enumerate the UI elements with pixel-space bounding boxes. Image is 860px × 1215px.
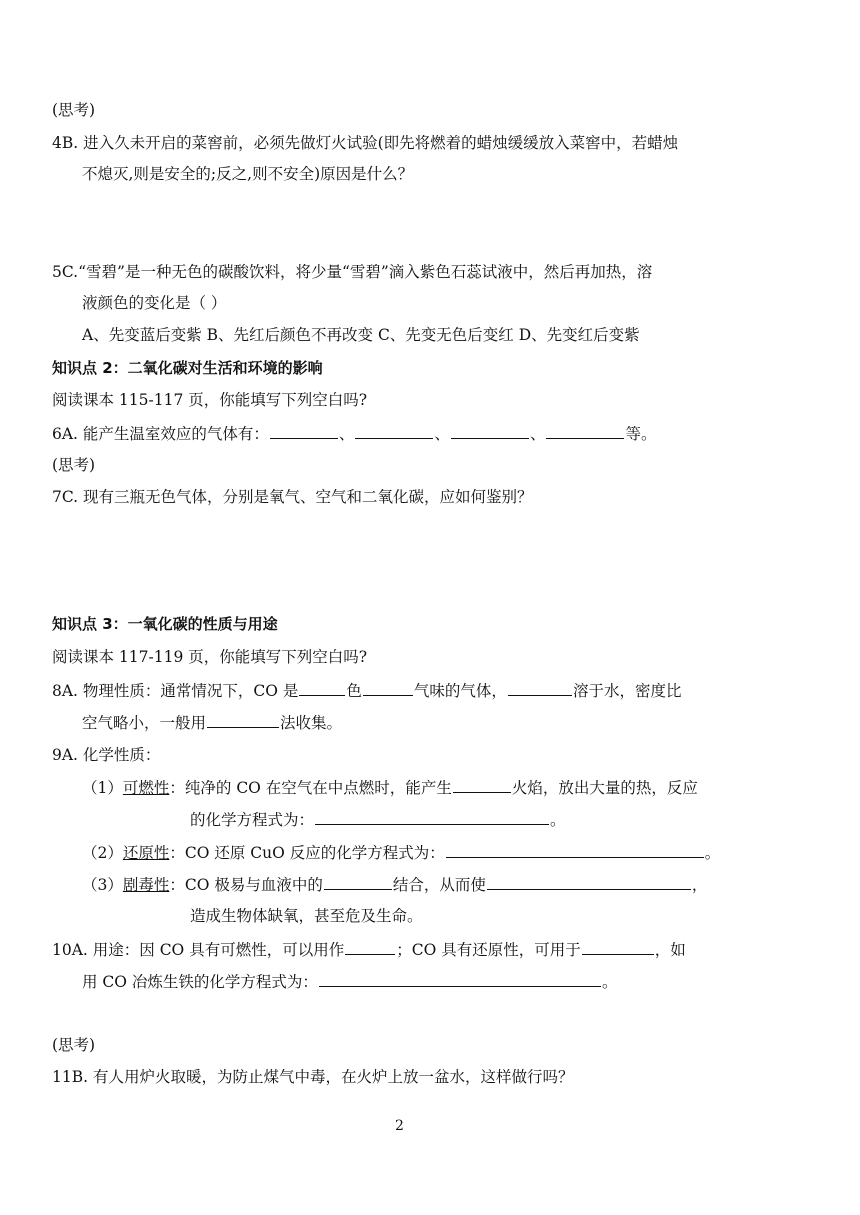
question-8-text: 法收集。 bbox=[280, 714, 343, 732]
answer-blank[interactable] bbox=[582, 939, 654, 955]
part-number: （1） bbox=[82, 779, 123, 797]
part-text: 。 bbox=[704, 844, 721, 862]
question-9-title: 9A. 化学性质： bbox=[52, 746, 161, 764]
question-10-text: 用 CO 冶炼生铁的化学方程式为： bbox=[82, 973, 318, 991]
question-9-part-2 bbox=[82, 842, 720, 863]
knowledge-point-3-reading: 阅读课本 117-119 页，你能填写下列空白吗? bbox=[52, 648, 368, 666]
question-5-line-2: 液颜色的变化是（ ） bbox=[82, 294, 227, 312]
question-8-line-2 bbox=[82, 712, 342, 733]
answer-blank[interactable] bbox=[324, 874, 392, 890]
question-5-options: A、先变蓝后变紫 B、先红后颜色不再改变 C、先变无色后变红 D、先变红后变紫 bbox=[82, 326, 640, 344]
question-10-text: 10A. 用途：因 CO 具有可燃性，可以用作 bbox=[52, 941, 345, 959]
answer-blank[interactable] bbox=[319, 971, 601, 987]
part-number: （2） bbox=[82, 844, 123, 862]
question-10-line-1 bbox=[52, 939, 686, 960]
part-text: 的化学方程式为： bbox=[190, 811, 315, 829]
question-8-line-1 bbox=[52, 680, 681, 701]
part-text: 。 bbox=[550, 811, 566, 829]
think-label-3: (思考) bbox=[52, 1036, 96, 1054]
part-text: ：纯净的 CO 在空气在中点燃时，能产生 bbox=[169, 779, 452, 797]
answer-blank[interactable] bbox=[315, 809, 549, 825]
question-9-part-1-line-2 bbox=[190, 809, 566, 830]
answer-blank[interactable] bbox=[446, 842, 704, 858]
answer-blank[interactable] bbox=[487, 874, 691, 890]
answer-blank[interactable] bbox=[270, 423, 338, 439]
part-text: ：CO 极易与血液中的 bbox=[169, 876, 323, 894]
question-6-end: 等。 bbox=[625, 425, 657, 443]
page-number: 2 bbox=[395, 1118, 404, 1134]
question-5-line-1: 5C.“雪碧”是一种无色的碳酸饮料，将少量“雪碧”滴入紫色石蕊试液中，然后再加热，溶 bbox=[52, 263, 653, 281]
question-8-text: 气味的气体， bbox=[413, 682, 507, 700]
question-10-text: 。 bbox=[601, 973, 618, 991]
think-label-2: (思考) bbox=[52, 456, 96, 474]
question-9-part-3 bbox=[82, 874, 707, 895]
part-text: ：CO 还原 CuO 反应的化学方程式为： bbox=[169, 844, 445, 862]
question-8-text: 色 bbox=[346, 682, 362, 700]
question-10-line-2 bbox=[82, 971, 617, 992]
answer-blank[interactable] bbox=[508, 680, 572, 696]
question-8-text: 空气略小，一般用 bbox=[82, 714, 207, 732]
question-4-line-2: 不熄灭,则是安全的;反之,则不安全)原因是什么？ bbox=[82, 165, 414, 183]
separator: 、 bbox=[529, 425, 546, 443]
part-text: 火焰，放出大量的热，反应 bbox=[511, 779, 698, 797]
part-number: （3） bbox=[82, 876, 123, 894]
question-6-text: 6A. 能产生温室效应的气体有： bbox=[52, 425, 269, 443]
answer-blank[interactable] bbox=[345, 939, 395, 955]
knowledge-point-3-title: 知识点 3：一氧化碳的性质与用途 bbox=[52, 615, 278, 633]
question-7: 7C. 现有三瓶无色气体，分别是氧气、空气和二氧化碳，应如何鉴别？ bbox=[52, 488, 533, 506]
answer-blank[interactable] bbox=[363, 680, 413, 696]
question-9-part-3-line-2: 造成生物体缺氧，甚至危及生命。 bbox=[190, 907, 423, 925]
part-label: 可燃性 bbox=[122, 779, 170, 797]
answer-blank[interactable] bbox=[451, 423, 529, 439]
answer-blank[interactable] bbox=[207, 712, 279, 728]
answer-blank[interactable] bbox=[453, 777, 511, 793]
separator: 、 bbox=[338, 425, 355, 443]
knowledge-point-2-reading: 阅读课本 115-117 页，你能填写下列空白吗? bbox=[52, 391, 368, 409]
part-label: 还原性 bbox=[122, 844, 170, 862]
part-text: 结合，从而使 bbox=[392, 876, 486, 894]
answer-blank[interactable] bbox=[299, 680, 345, 696]
question-9-part-1 bbox=[82, 777, 698, 798]
question-6 bbox=[52, 423, 656, 444]
question-8-text: 溶于水，密度比 bbox=[572, 682, 682, 700]
question-10-text: ；CO 具有还原性，可用于 bbox=[396, 941, 581, 959]
answer-blank[interactable] bbox=[355, 423, 433, 439]
part-label: 剧毒性 bbox=[122, 876, 170, 894]
question-10-text: ，如 bbox=[654, 941, 686, 959]
question-11: 11B. 有人用炉火取暖，为防止煤气中毒，在火炉上放一盆水，这样做行吗？ bbox=[52, 1068, 574, 1086]
question-4-line-1: 4B. 进入久未开启的菜窖前，必须先做灯火试验(即先将燃着的蜡烛缓缓放入菜窖中，若蜡烛 bbox=[52, 134, 679, 152]
question-8-text: 8A. 物理性质：通常情况下，CO 是 bbox=[52, 682, 299, 700]
knowledge-point-2-title: 知识点 2：二氧化碳对生活和环境的影响 bbox=[52, 359, 323, 377]
answer-blank[interactable] bbox=[546, 423, 624, 439]
think-label-1: (思考) bbox=[52, 101, 96, 119]
part-text: ， bbox=[691, 876, 708, 894]
separator: 、 bbox=[434, 425, 450, 443]
